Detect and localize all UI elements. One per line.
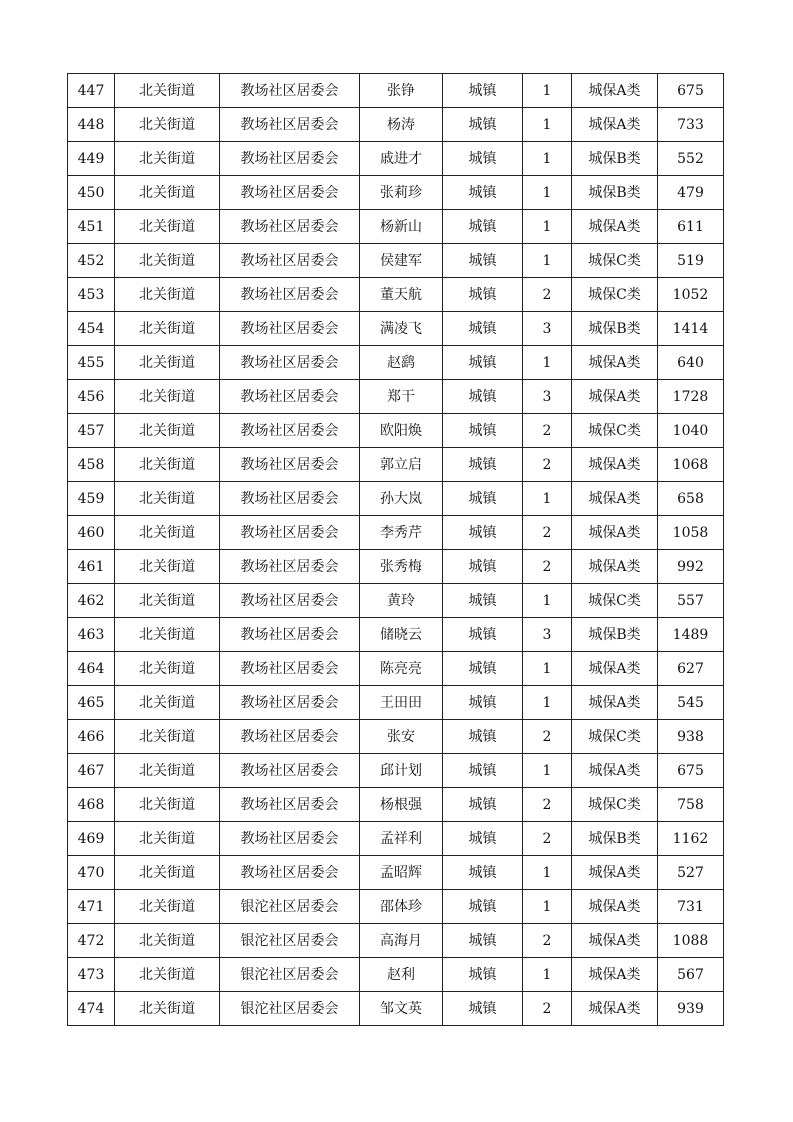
amount-cell: 1162 xyxy=(658,822,724,856)
category-cell: 城保A类 xyxy=(572,516,658,550)
community-cell: 教场社区居委会 xyxy=(220,720,360,754)
residence-type-cell: 城镇 xyxy=(443,482,523,516)
category-cell: 城保C类 xyxy=(572,788,658,822)
amount-cell: 675 xyxy=(658,754,724,788)
table-row xyxy=(68,550,724,584)
table-row xyxy=(68,652,724,686)
community-cell: 教场社区居委会 xyxy=(220,618,360,652)
name-cell: 张铮 xyxy=(360,74,443,108)
table-row xyxy=(68,856,724,890)
row-number-cell: 463 xyxy=(68,618,115,652)
household-size-cell: 3 xyxy=(523,618,572,652)
household-size-cell: 1 xyxy=(523,108,572,142)
street-cell: 北关街道 xyxy=(115,856,220,890)
amount-cell: 1489 xyxy=(658,618,724,652)
amount-cell: 992 xyxy=(658,550,724,584)
table-row xyxy=(68,618,724,652)
table-row xyxy=(68,958,724,992)
amount-cell: 611 xyxy=(658,210,724,244)
category-cell: 城保A类 xyxy=(572,754,658,788)
table-row xyxy=(68,924,724,958)
amount-cell: 479 xyxy=(658,176,724,210)
residence-type-cell: 城镇 xyxy=(443,516,523,550)
row-number-cell: 455 xyxy=(68,346,115,380)
table-row xyxy=(68,686,724,720)
street-cell: 北关街道 xyxy=(115,958,220,992)
household-size-cell: 1 xyxy=(523,176,572,210)
category-cell: 城保A类 xyxy=(572,448,658,482)
household-size-cell: 2 xyxy=(523,414,572,448)
name-cell: 欧阳焕 xyxy=(360,414,443,448)
table-row xyxy=(68,822,724,856)
household-size-cell: 1 xyxy=(523,584,572,618)
category-cell: 城保A类 xyxy=(572,482,658,516)
name-cell: 杨根强 xyxy=(360,788,443,822)
amount-cell: 733 xyxy=(658,108,724,142)
table-row xyxy=(68,754,724,788)
household-size-cell: 2 xyxy=(523,448,572,482)
amount-cell: 1058 xyxy=(658,516,724,550)
residence-type-cell: 城镇 xyxy=(443,856,523,890)
row-number-cell: 457 xyxy=(68,414,115,448)
category-cell: 城保C类 xyxy=(572,584,658,618)
community-cell: 教场社区居委会 xyxy=(220,278,360,312)
name-cell: 郭立启 xyxy=(360,448,443,482)
street-cell: 北关街道 xyxy=(115,244,220,278)
name-cell: 满凌飞 xyxy=(360,312,443,346)
table-row xyxy=(68,380,724,414)
table-row xyxy=(68,312,724,346)
row-number-cell: 473 xyxy=(68,958,115,992)
row-number-cell: 452 xyxy=(68,244,115,278)
community-cell: 教场社区居委会 xyxy=(220,380,360,414)
residence-type-cell: 城镇 xyxy=(443,958,523,992)
residence-type-cell: 城镇 xyxy=(443,890,523,924)
household-size-cell: 1 xyxy=(523,958,572,992)
amount-cell: 938 xyxy=(658,720,724,754)
residence-type-cell: 城镇 xyxy=(443,448,523,482)
residence-type-cell: 城镇 xyxy=(443,176,523,210)
household-size-cell: 1 xyxy=(523,482,572,516)
category-cell: 城保A类 xyxy=(572,380,658,414)
residence-type-cell: 城镇 xyxy=(443,142,523,176)
street-cell: 北关街道 xyxy=(115,448,220,482)
name-cell: 孙大岚 xyxy=(360,482,443,516)
category-cell: 城保A类 xyxy=(572,346,658,380)
residence-type-cell: 城镇 xyxy=(443,414,523,448)
street-cell: 北关街道 xyxy=(115,312,220,346)
household-size-cell: 2 xyxy=(523,788,572,822)
table-row xyxy=(68,74,724,108)
community-cell: 教场社区居委会 xyxy=(220,142,360,176)
category-cell: 城保B类 xyxy=(572,618,658,652)
amount-cell: 758 xyxy=(658,788,724,822)
name-cell: 王田田 xyxy=(360,686,443,720)
name-cell: 陈亮亮 xyxy=(360,652,443,686)
category-cell: 城保A类 xyxy=(572,958,658,992)
category-cell: 城保A类 xyxy=(572,74,658,108)
residence-type-cell: 城镇 xyxy=(443,108,523,142)
name-cell: 邱计划 xyxy=(360,754,443,788)
name-cell: 储晓云 xyxy=(360,618,443,652)
name-cell: 李秀芹 xyxy=(360,516,443,550)
household-size-cell: 2 xyxy=(523,516,572,550)
name-cell: 孟昭辉 xyxy=(360,856,443,890)
amount-cell: 557 xyxy=(658,584,724,618)
community-cell: 教场社区居委会 xyxy=(220,346,360,380)
table-row xyxy=(68,278,724,312)
amount-cell: 675 xyxy=(658,74,724,108)
amount-cell: 1088 xyxy=(658,924,724,958)
category-cell: 城保A类 xyxy=(572,890,658,924)
household-size-cell: 2 xyxy=(523,924,572,958)
row-number-cell: 472 xyxy=(68,924,115,958)
community-cell: 教场社区居委会 xyxy=(220,822,360,856)
name-cell: 杨新山 xyxy=(360,210,443,244)
street-cell: 北关街道 xyxy=(115,210,220,244)
row-number-cell: 448 xyxy=(68,108,115,142)
residence-type-cell: 城镇 xyxy=(443,652,523,686)
street-cell: 北关街道 xyxy=(115,176,220,210)
name-cell: 侯建军 xyxy=(360,244,443,278)
row-number-cell: 447 xyxy=(68,74,115,108)
name-cell: 张安 xyxy=(360,720,443,754)
amount-cell: 627 xyxy=(658,652,724,686)
street-cell: 北关街道 xyxy=(115,108,220,142)
category-cell: 城保C类 xyxy=(572,414,658,448)
household-size-cell: 1 xyxy=(523,890,572,924)
category-cell: 城保A类 xyxy=(572,856,658,890)
table-row xyxy=(68,346,724,380)
table-row xyxy=(68,448,724,482)
subsidy-roster-table xyxy=(67,73,724,1026)
residence-type-cell: 城镇 xyxy=(443,618,523,652)
row-number-cell: 471 xyxy=(68,890,115,924)
street-cell: 北关街道 xyxy=(115,550,220,584)
category-cell: 城保B类 xyxy=(572,176,658,210)
category-cell: 城保A类 xyxy=(572,108,658,142)
community-cell: 银沱社区居委会 xyxy=(220,890,360,924)
name-cell: 孟祥利 xyxy=(360,822,443,856)
household-size-cell: 1 xyxy=(523,210,572,244)
category-cell: 城保A类 xyxy=(572,652,658,686)
name-cell: 赵利 xyxy=(360,958,443,992)
table-row xyxy=(68,142,724,176)
household-size-cell: 3 xyxy=(523,380,572,414)
community-cell: 教场社区居委会 xyxy=(220,686,360,720)
amount-cell: 1414 xyxy=(658,312,724,346)
community-cell: 教场社区居委会 xyxy=(220,448,360,482)
residence-type-cell: 城镇 xyxy=(443,346,523,380)
community-cell: 教场社区居委会 xyxy=(220,516,360,550)
community-cell: 教场社区居委会 xyxy=(220,108,360,142)
amount-cell: 658 xyxy=(658,482,724,516)
row-number-cell: 453 xyxy=(68,278,115,312)
street-cell: 北关街道 xyxy=(115,346,220,380)
category-cell: 城保B类 xyxy=(572,312,658,346)
table-row xyxy=(68,414,724,448)
name-cell: 张莉珍 xyxy=(360,176,443,210)
household-size-cell: 1 xyxy=(523,74,572,108)
category-cell: 城保A类 xyxy=(572,210,658,244)
amount-cell: 939 xyxy=(658,992,724,1026)
community-cell: 教场社区居委会 xyxy=(220,414,360,448)
residence-type-cell: 城镇 xyxy=(443,754,523,788)
row-number-cell: 449 xyxy=(68,142,115,176)
community-cell: 银沱社区居委会 xyxy=(220,992,360,1026)
amount-cell: 1728 xyxy=(658,380,724,414)
name-cell: 张秀梅 xyxy=(360,550,443,584)
household-size-cell: 1 xyxy=(523,244,572,278)
row-number-cell: 470 xyxy=(68,856,115,890)
category-cell: 城保C类 xyxy=(572,278,658,312)
table-row xyxy=(68,992,724,1026)
street-cell: 北关街道 xyxy=(115,788,220,822)
community-cell: 教场社区居委会 xyxy=(220,210,360,244)
category-cell: 城保A类 xyxy=(572,992,658,1026)
street-cell: 北关街道 xyxy=(115,720,220,754)
row-number-cell: 451 xyxy=(68,210,115,244)
residence-type-cell: 城镇 xyxy=(443,550,523,584)
street-cell: 北关街道 xyxy=(115,992,220,1026)
residence-type-cell: 城镇 xyxy=(443,584,523,618)
household-size-cell: 1 xyxy=(523,754,572,788)
community-cell: 教场社区居委会 xyxy=(220,788,360,822)
residence-type-cell: 城镇 xyxy=(443,210,523,244)
community-cell: 教场社区居委会 xyxy=(220,856,360,890)
row-number-cell: 458 xyxy=(68,448,115,482)
name-cell: 高海月 xyxy=(360,924,443,958)
community-cell: 教场社区居委会 xyxy=(220,584,360,618)
name-cell: 董天航 xyxy=(360,278,443,312)
category-cell: 城保B类 xyxy=(572,142,658,176)
community-cell: 教场社区居委会 xyxy=(220,312,360,346)
row-number-cell: 462 xyxy=(68,584,115,618)
street-cell: 北关街道 xyxy=(115,890,220,924)
street-cell: 北关街道 xyxy=(115,924,220,958)
household-size-cell: 1 xyxy=(523,142,572,176)
name-cell: 郑干 xyxy=(360,380,443,414)
household-size-cell: 1 xyxy=(523,856,572,890)
community-cell: 教场社区居委会 xyxy=(220,550,360,584)
row-number-cell: 461 xyxy=(68,550,115,584)
residence-type-cell: 城镇 xyxy=(443,686,523,720)
table-row xyxy=(68,720,724,754)
amount-cell: 527 xyxy=(658,856,724,890)
community-cell: 教场社区居委会 xyxy=(220,754,360,788)
amount-cell: 731 xyxy=(658,890,724,924)
street-cell: 北关街道 xyxy=(115,754,220,788)
community-cell: 教场社区居委会 xyxy=(220,244,360,278)
residence-type-cell: 城镇 xyxy=(443,822,523,856)
table-row xyxy=(68,482,724,516)
street-cell: 北关街道 xyxy=(115,618,220,652)
amount-cell: 545 xyxy=(658,686,724,720)
row-number-cell: 467 xyxy=(68,754,115,788)
amount-cell: 1040 xyxy=(658,414,724,448)
table-row xyxy=(68,244,724,278)
residence-type-cell: 城镇 xyxy=(443,992,523,1026)
amount-cell: 552 xyxy=(658,142,724,176)
street-cell: 北关街道 xyxy=(115,652,220,686)
community-cell: 教场社区居委会 xyxy=(220,652,360,686)
community-cell: 银沱社区居委会 xyxy=(220,924,360,958)
row-number-cell: 474 xyxy=(68,992,115,1026)
street-cell: 北关街道 xyxy=(115,380,220,414)
row-number-cell: 464 xyxy=(68,652,115,686)
row-number-cell: 454 xyxy=(68,312,115,346)
street-cell: 北关街道 xyxy=(115,142,220,176)
table-row xyxy=(68,108,724,142)
category-cell: 城保B类 xyxy=(572,822,658,856)
category-cell: 城保A类 xyxy=(572,686,658,720)
household-size-cell: 3 xyxy=(523,312,572,346)
name-cell: 邵体珍 xyxy=(360,890,443,924)
street-cell: 北关街道 xyxy=(115,482,220,516)
row-number-cell: 465 xyxy=(68,686,115,720)
name-cell: 杨涛 xyxy=(360,108,443,142)
community-cell: 教场社区居委会 xyxy=(220,74,360,108)
amount-cell: 567 xyxy=(658,958,724,992)
household-size-cell: 2 xyxy=(523,992,572,1026)
table-row xyxy=(68,890,724,924)
row-number-cell: 459 xyxy=(68,482,115,516)
amount-cell: 640 xyxy=(658,346,724,380)
residence-type-cell: 城镇 xyxy=(443,312,523,346)
table-row xyxy=(68,176,724,210)
residence-type-cell: 城镇 xyxy=(443,720,523,754)
row-number-cell: 456 xyxy=(68,380,115,414)
residence-type-cell: 城镇 xyxy=(443,278,523,312)
category-cell: 城保C类 xyxy=(572,720,658,754)
household-size-cell: 2 xyxy=(523,720,572,754)
household-size-cell: 1 xyxy=(523,686,572,720)
street-cell: 北关街道 xyxy=(115,584,220,618)
table-row xyxy=(68,516,724,550)
amount-cell: 519 xyxy=(658,244,724,278)
street-cell: 北关街道 xyxy=(115,516,220,550)
category-cell: 城保A类 xyxy=(572,550,658,584)
household-size-cell: 2 xyxy=(523,822,572,856)
row-number-cell: 460 xyxy=(68,516,115,550)
category-cell: 城保C类 xyxy=(572,244,658,278)
name-cell: 赵鹞 xyxy=(360,346,443,380)
name-cell: 戚进才 xyxy=(360,142,443,176)
household-size-cell: 1 xyxy=(523,652,572,686)
name-cell: 黄玲 xyxy=(360,584,443,618)
amount-cell: 1052 xyxy=(658,278,724,312)
street-cell: 北关街道 xyxy=(115,278,220,312)
community-cell: 银沱社区居委会 xyxy=(220,958,360,992)
street-cell: 北关街道 xyxy=(115,414,220,448)
street-cell: 北关街道 xyxy=(115,74,220,108)
residence-type-cell: 城镇 xyxy=(443,380,523,414)
household-size-cell: 2 xyxy=(523,550,572,584)
residence-type-cell: 城镇 xyxy=(443,924,523,958)
residence-type-cell: 城镇 xyxy=(443,244,523,278)
table-body xyxy=(68,74,724,1026)
table-row xyxy=(68,210,724,244)
row-number-cell: 469 xyxy=(68,822,115,856)
table-row xyxy=(68,584,724,618)
household-size-cell: 2 xyxy=(523,278,572,312)
community-cell: 教场社区居委会 xyxy=(220,176,360,210)
street-cell: 北关街道 xyxy=(115,686,220,720)
residence-type-cell: 城镇 xyxy=(443,74,523,108)
row-number-cell: 450 xyxy=(68,176,115,210)
community-cell: 教场社区居委会 xyxy=(220,482,360,516)
category-cell: 城保A类 xyxy=(572,924,658,958)
residence-type-cell: 城镇 xyxy=(443,788,523,822)
name-cell: 邹文英 xyxy=(360,992,443,1026)
amount-cell: 1068 xyxy=(658,448,724,482)
street-cell: 北关街道 xyxy=(115,822,220,856)
household-size-cell: 1 xyxy=(523,346,572,380)
row-number-cell: 468 xyxy=(68,788,115,822)
table-row xyxy=(68,788,724,822)
row-number-cell: 466 xyxy=(68,720,115,754)
